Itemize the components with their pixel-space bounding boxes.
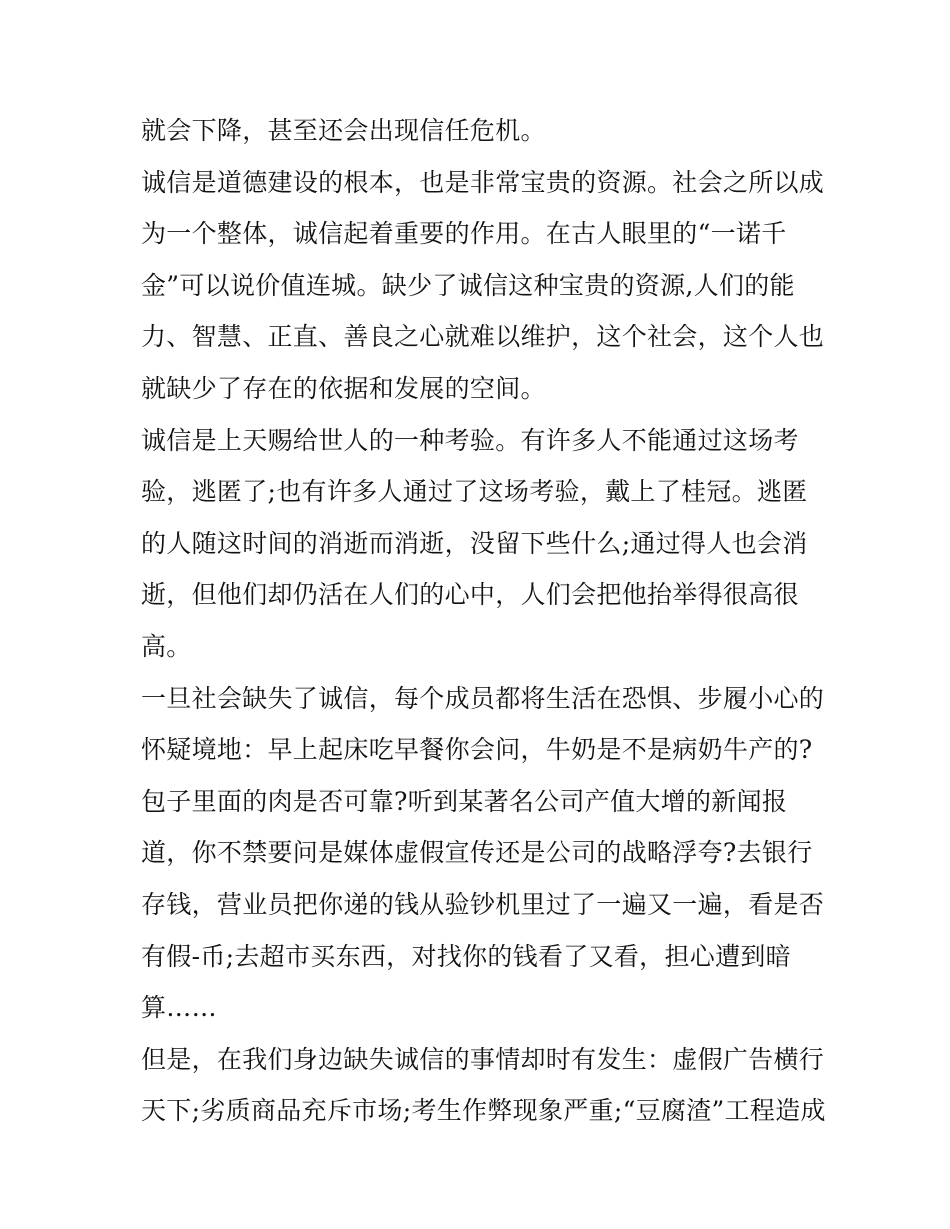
text-line: 就缺少了存在的依据和发展的空间。 [141, 373, 546, 403]
text-line: 天下;劣质商品充斥市场;考生作弊现象严重;“豆腐渣”工程造成 [141, 1096, 826, 1126]
text-line: 有假-币;去超市买东西，对找你的钱看了又看，担心遭到暗 [141, 941, 791, 971]
text-line: 为一个整体，诚信起着重要的作用。在古人眼里的“一诺千 [141, 219, 787, 249]
text-line: 道，你不禁要问是媒体虚假宣传还是公司的战略浮夸?去银行 [141, 838, 813, 868]
text-line: 金”可以说价值连城。缺少了诚信这种宝贵的资源,人们的能 [141, 270, 795, 300]
text-line: 但是，在我们身边缺失诚信的事情却时有发生：虚假广告横行 [141, 1044, 825, 1074]
text-line: 力、智慧、正直、善良之心就难以维护，这个社会，这个人也 [141, 322, 825, 352]
text-line: 就会下降，甚至还会出现信任危机。 [141, 116, 546, 145]
text-line: 算…… [141, 993, 217, 1023]
body-text [141, 105, 826, 1137]
text-line: 诚信是道德建设的根本，也是非常宝贵的资源。社会之所以成 [141, 167, 825, 197]
text-line: 验，逃匿了;也有许多人通过了这场考验，戴上了桂冠。逃匿 [141, 477, 808, 507]
text-line: 高。 [141, 631, 192, 661]
text-line: 怀疑境地：早上起床吃早餐你会问，牛奶是不是病奶牛产的? [141, 735, 813, 765]
text-line: 诚信是上天赐给世人的一种考验。有许多人不能通过这场考 [141, 425, 799, 455]
text-line: 存钱，营业员把你递的钱从验钞机里过了一遍又一遍，看是否 [141, 889, 825, 919]
text-line: 的人随这时间的消逝而消逝，没留下些什么;通过得人也会消 [141, 528, 808, 558]
text-line: 一旦社会缺失了诚信，每个成员都将生活在恐惧、步履小心的 [141, 683, 825, 713]
text-line: 逝，但他们却仍活在人们的心中，人们会把他抬举得很高很 [141, 580, 799, 610]
text-line: 包子里面的肉是否可靠?听到某著名公司产值大增的新闻报 [141, 786, 788, 816]
